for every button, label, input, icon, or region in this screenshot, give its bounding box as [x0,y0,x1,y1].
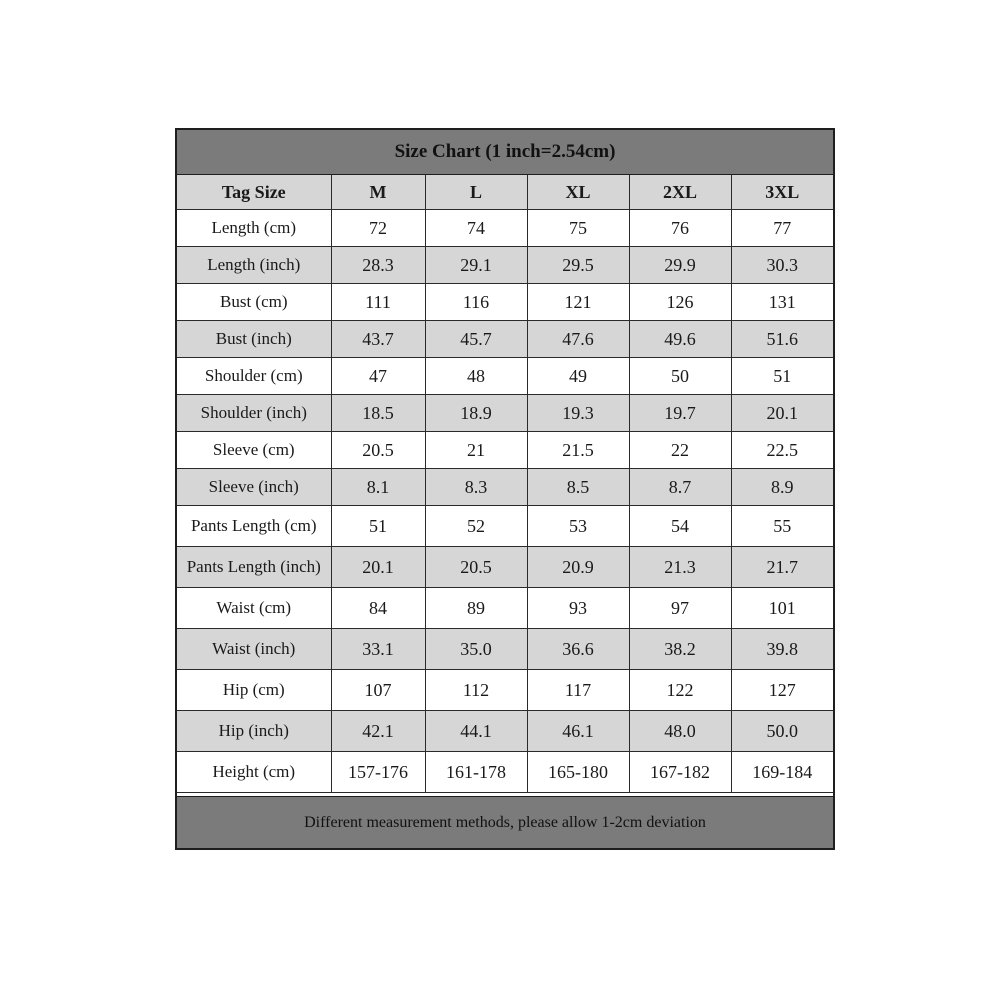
cell-value: 22.5 [731,432,833,469]
cell-value: 20.1 [331,547,425,588]
size-chart [175,128,835,850]
cell-value: 21.5 [527,432,629,469]
cell-value: 76 [629,210,731,247]
cell-value: 8.5 [527,469,629,506]
cell-value: 161-178 [425,752,527,793]
cell-value: 19.3 [527,395,629,432]
cell-value: 36.6 [527,629,629,670]
cell-value: 47 [331,358,425,395]
cell-value: 8.7 [629,469,731,506]
table-row [177,629,833,670]
cell-value: 8.9 [731,469,833,506]
header-size-3xl: 3XL [731,175,833,210]
row-label: Shoulder (cm) [177,358,331,395]
cell-value: 21.7 [731,547,833,588]
header-size-l: L [425,175,527,210]
cell-value: 19.7 [629,395,731,432]
table-row [177,588,833,629]
table-row [177,506,833,547]
cell-value: 165-180 [527,752,629,793]
row-label: Height (cm) [177,752,331,793]
cell-value: 20.5 [425,547,527,588]
cell-value: 43.7 [331,321,425,358]
cell-value: 167-182 [629,752,731,793]
cell-value: 169-184 [731,752,833,793]
cell-value: 157-176 [331,752,425,793]
cell-value: 53 [527,506,629,547]
cell-value: 21.3 [629,547,731,588]
table-row [177,432,833,469]
cell-value: 21 [425,432,527,469]
cell-value: 77 [731,210,833,247]
cell-value: 47.6 [527,321,629,358]
cell-value: 33.1 [331,629,425,670]
cell-value: 122 [629,670,731,711]
cell-value: 45.7 [425,321,527,358]
cell-value: 20.5 [331,432,425,469]
cell-value: 121 [527,284,629,321]
table-row [177,469,833,506]
cell-value: 46.1 [527,711,629,752]
cell-value: 116 [425,284,527,321]
chart-title: Size Chart (1 inch=2.54cm) [177,130,833,175]
row-label: Sleeve (cm) [177,432,331,469]
cell-value: 50.0 [731,711,833,752]
cell-value: 38.2 [629,629,731,670]
cell-value: 117 [527,670,629,711]
cell-value: 28.3 [331,247,425,284]
cell-value: 18.5 [331,395,425,432]
header-tag-size: Tag Size [177,175,331,210]
row-label: Bust (inch) [177,321,331,358]
row-label: Pants Length (cm) [177,506,331,547]
cell-value: 29.9 [629,247,731,284]
cell-value: 101 [731,588,833,629]
table-row [177,284,833,321]
size-table [177,175,833,793]
cell-value: 18.9 [425,395,527,432]
row-label: Length (cm) [177,210,331,247]
cell-value: 39.8 [731,629,833,670]
header-size-2xl: 2XL [629,175,731,210]
cell-value: 127 [731,670,833,711]
cell-value: 52 [425,506,527,547]
table-row [177,547,833,588]
cell-value: 8.3 [425,469,527,506]
cell-value: 97 [629,588,731,629]
table-row [177,321,833,358]
row-label: Hip (inch) [177,711,331,752]
cell-value: 42.1 [331,711,425,752]
row-label: Waist (inch) [177,629,331,670]
cell-value: 112 [425,670,527,711]
table-row [177,395,833,432]
cell-value: 111 [331,284,425,321]
cell-value: 51 [731,358,833,395]
cell-value: 72 [331,210,425,247]
cell-value: 8.1 [331,469,425,506]
cell-value: 131 [731,284,833,321]
table-row [177,752,833,793]
cell-value: 48.0 [629,711,731,752]
cell-value: 44.1 [425,711,527,752]
row-label: Length (inch) [177,247,331,284]
cell-value: 29.5 [527,247,629,284]
table-row [177,210,833,247]
row-label: Waist (cm) [177,588,331,629]
cell-value: 49 [527,358,629,395]
cell-value: 74 [425,210,527,247]
cell-value: 30.3 [731,247,833,284]
cell-value: 20.1 [731,395,833,432]
cell-value: 93 [527,588,629,629]
cell-value: 22 [629,432,731,469]
cell-value: 50 [629,358,731,395]
row-label: Sleeve (inch) [177,469,331,506]
cell-value: 55 [731,506,833,547]
table-row [177,358,833,395]
header-size-xl: XL [527,175,629,210]
header-size-m: M [331,175,425,210]
cell-value: 51 [331,506,425,547]
cell-value: 54 [629,506,731,547]
cell-value: 89 [425,588,527,629]
measurement-note: Different measurement methods, please allow 1-2cm deviation [177,796,833,848]
cell-value: 84 [331,588,425,629]
cell-value: 107 [331,670,425,711]
header-row [177,175,833,210]
cell-value: 29.1 [425,247,527,284]
cell-value: 51.6 [731,321,833,358]
row-label: Bust (cm) [177,284,331,321]
row-label: Shoulder (inch) [177,395,331,432]
row-label: Hip (cm) [177,670,331,711]
table-row [177,711,833,752]
cell-value: 49.6 [629,321,731,358]
row-label: Pants Length (inch) [177,547,331,588]
cell-value: 75 [527,210,629,247]
table-row [177,247,833,284]
cell-value: 48 [425,358,527,395]
cell-value: 126 [629,284,731,321]
cell-value: 20.9 [527,547,629,588]
cell-value: 35.0 [425,629,527,670]
table-row [177,670,833,711]
